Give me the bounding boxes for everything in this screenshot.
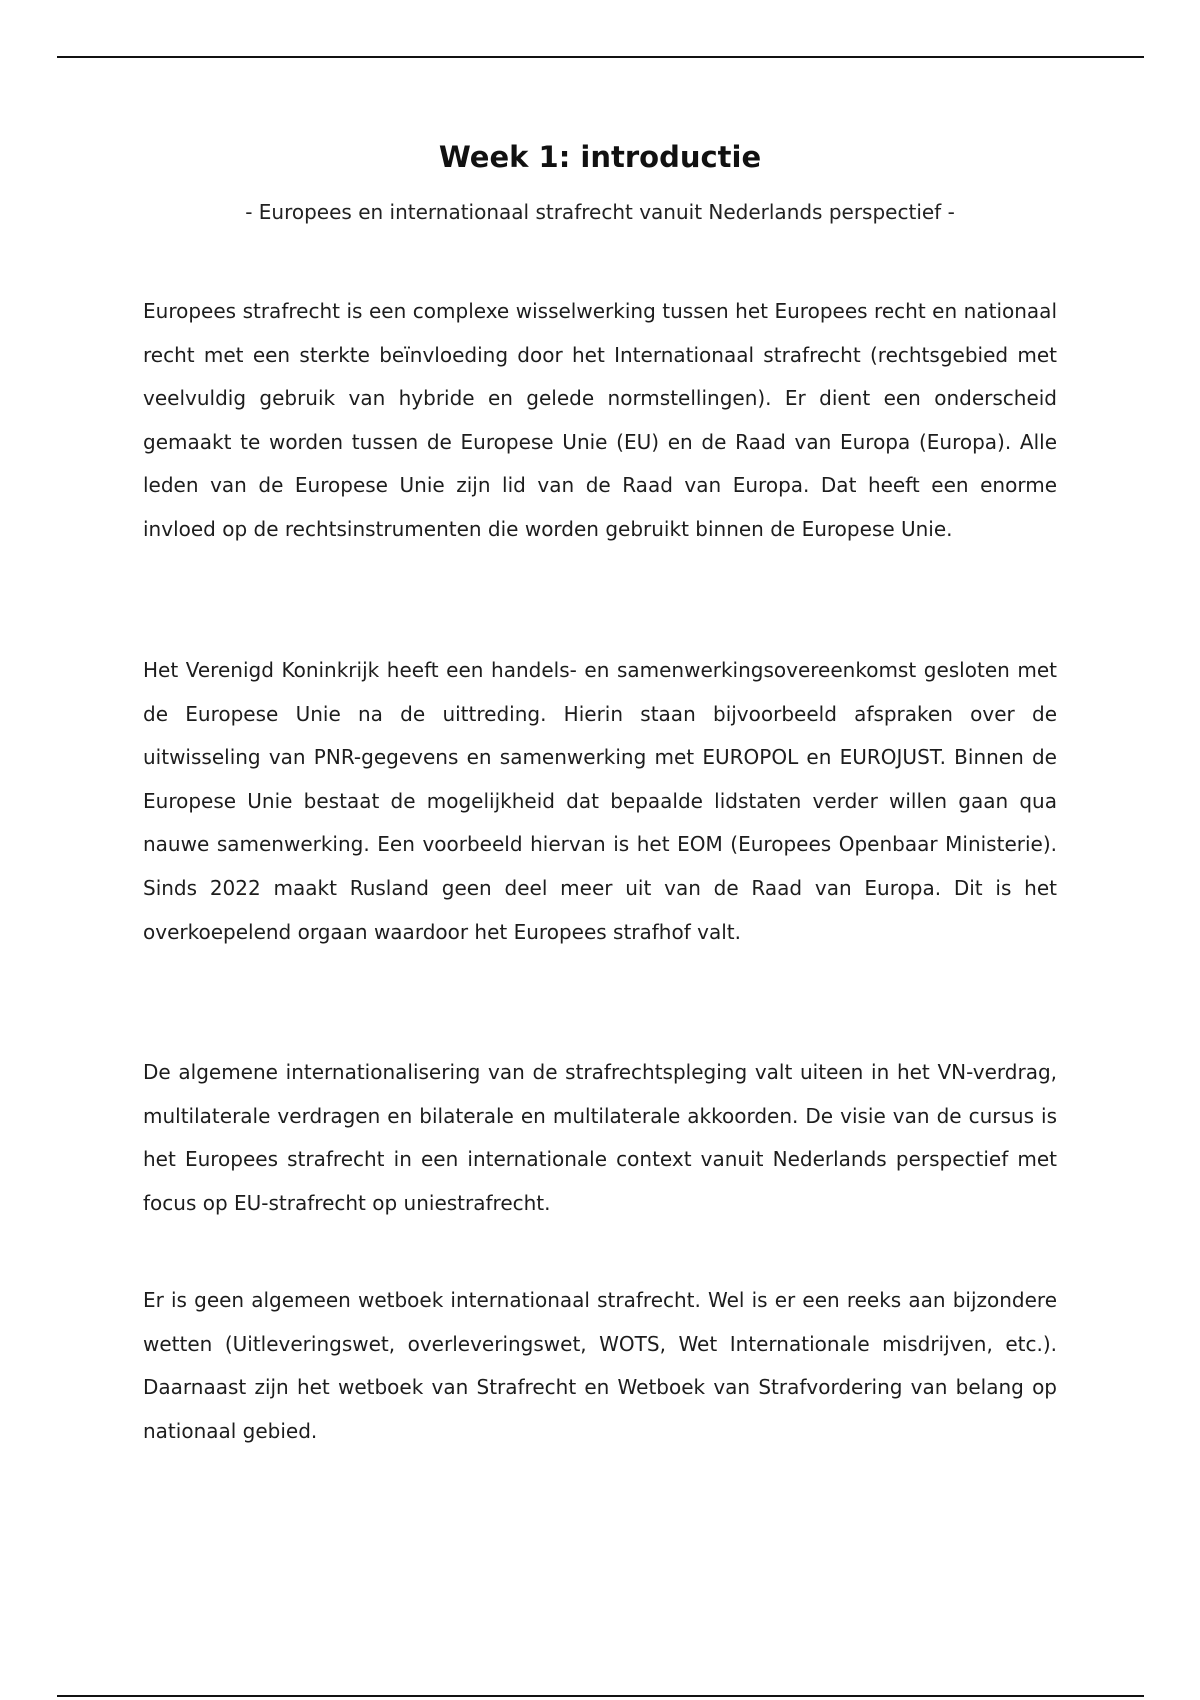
paragraph-legislation: Er is geen algemeen wetboek internationaal strafrecht. Wel is er een reeks aan bijzondere wetten (Uitleveringswet, overleveringswet, WOTS, Wet Internationale misdrijven, etc.). Daarnaast zijn het wetboek van Strafrecht en Wetboek van Strafvordering van belang op nationaal gebied. [143, 1288, 1057, 1443]
paragraph-internationalisation: De algemene internationalisering van de strafrechtspleging valt uiteen in het VN-verdrag, multilaterale verdragen en bilaterale en multilaterale akkoorden. De visie van de cursus is het Europees strafrecht in een internationale context vanuit Nederlands perspectief met focus op EU-strafrecht op uniestrafrecht. [143, 1060, 1057, 1215]
bottom-divider [57, 1695, 1144, 1697]
paragraph-eu-vs-council-of-europe: Europees strafrecht is een complexe wisselwerking tussen het Europees recht en nationaal recht met een sterkte beïnvloeding door het Internationaal strafrecht (rechtsgebied met veelvuldig gebruik van hybride en gelede normstellingen). Er dient een onderscheid gemaakt te worden tussen de Europese Unie (EU) en de Raad van Europa (Europa). Alle leden van de Europese Unie zijn lid van de Raad van Europa. Dat heeft een enorme invloed op de rechtsinstrumenten die worden gebruikt binnen de Europese Unie. [143, 299, 1057, 541]
top-divider [57, 56, 1144, 58]
paragraph-uk-cooperation: Het Verenigd Koninkrijk heeft een handels- en samenwerkingsovereenkomst gesloten met de Europese Unie na de uittreding. Hierin staan bijvoorbeeld afspraken over de uitwisseling van PNR-gegevens en samenwerking met EUROPOL en EUROJUST. Binnen de Europese Unie bestaat de mogelijkheid dat bepaalde lidstaten verder willen gaan qua nauwe samenwerking. Een voorbeeld hiervan is het EOM (Europees Openbaar Ministerie). Sinds 2022 maakt Rusland geen deel meer uit van de Raad van Europa. Dit is het overkoepelend orgaan waardoor het Europees strafhof valt. [143, 658, 1057, 944]
page-subtitle: - Europees en internationaal strafrecht vanuit Nederlands perspectief - [245, 200, 955, 224]
page-title: Week 1: introductie [438, 140, 762, 174]
